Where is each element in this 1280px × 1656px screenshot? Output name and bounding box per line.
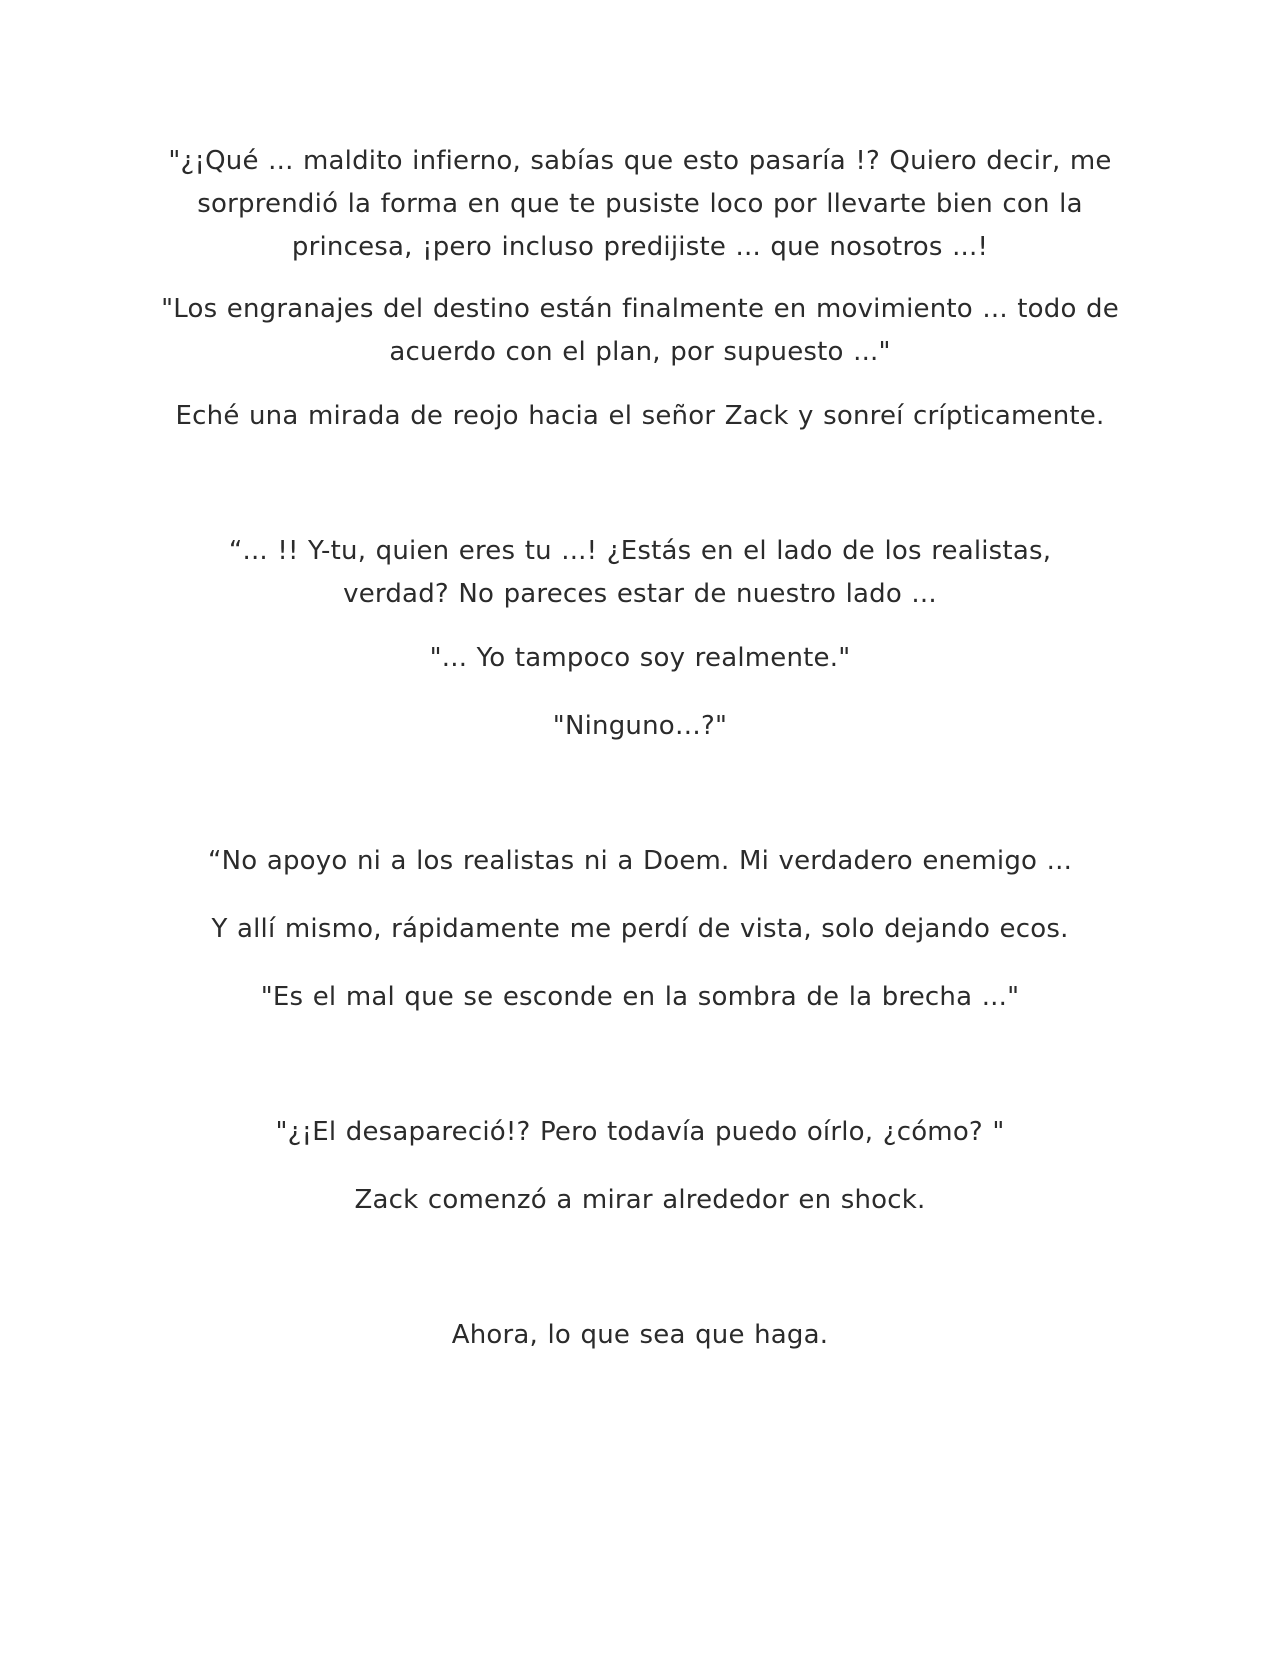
paragraph-narration-2 bbox=[160, 908, 1120, 951]
paragraph-narration-1 bbox=[160, 395, 1120, 438]
paragraph-dialogue-5 bbox=[160, 705, 1120, 748]
text-line: “No apoyo ni a los realistas ni a Doem. Mi verdadero enemigo ... bbox=[207, 846, 1073, 876]
text-line: princesa, ¡pero incluso predijiste ... que nosotros ...! bbox=[291, 232, 989, 262]
paragraph-dialogue-6 bbox=[160, 840, 1120, 883]
text-line: "Ninguno…?" bbox=[552, 711, 728, 741]
text-line: Zack comenzó a mirar alrededor en shock. bbox=[354, 1185, 926, 1215]
text-line: Eché una mirada de reojo hacia el señor Zack y sonreí crípticamente. bbox=[175, 401, 1105, 431]
text-line: acuerdo con el plan, por supuesto ..." bbox=[389, 337, 891, 367]
text-line: verdad? No pareces estar de nuestro lado ... bbox=[343, 579, 937, 609]
paragraph-dialogue-1 bbox=[160, 140, 1120, 269]
paragraph-dialogue-3 bbox=[160, 530, 1120, 616]
text-line: sorprendió la forma en que te pusiste loco por llevarte bien con la bbox=[197, 189, 1083, 219]
paragraph-dialogue-2 bbox=[160, 288, 1120, 374]
text-line: Ahora, lo que sea que haga. bbox=[451, 1320, 829, 1350]
text-line: "... Yo tampoco soy realmente." bbox=[429, 643, 851, 673]
text-line: "Los engranajes del destino están finalmente en movimiento ... todo de bbox=[161, 294, 1119, 324]
paragraph-dialogue-4 bbox=[160, 637, 1120, 680]
paragraph-dialogue-8 bbox=[160, 1111, 1120, 1154]
paragraph-narration-3 bbox=[160, 1179, 1120, 1222]
text-line: "¿¡Qué ... maldito infierno, sabías que esto pasaría !? Quiero decir, me bbox=[168, 146, 1112, 176]
text-line: Y allí mismo, rápidamente me perdí de vista, solo dejando ecos. bbox=[211, 914, 1069, 944]
text-line: “... !! Y-tu, quien eres tu ...! ¿Estás en el lado de los realistas, bbox=[228, 536, 1052, 566]
text-line: "Es el mal que se esconde en la sombra de la brecha ..." bbox=[260, 982, 1020, 1012]
text-line: "¿¡El desapareció!? Pero todavía puedo oírlo, ¿cómo? " bbox=[275, 1117, 1005, 1147]
paragraph-narration-4 bbox=[160, 1314, 1120, 1357]
paragraph-dialogue-7 bbox=[160, 976, 1120, 1019]
